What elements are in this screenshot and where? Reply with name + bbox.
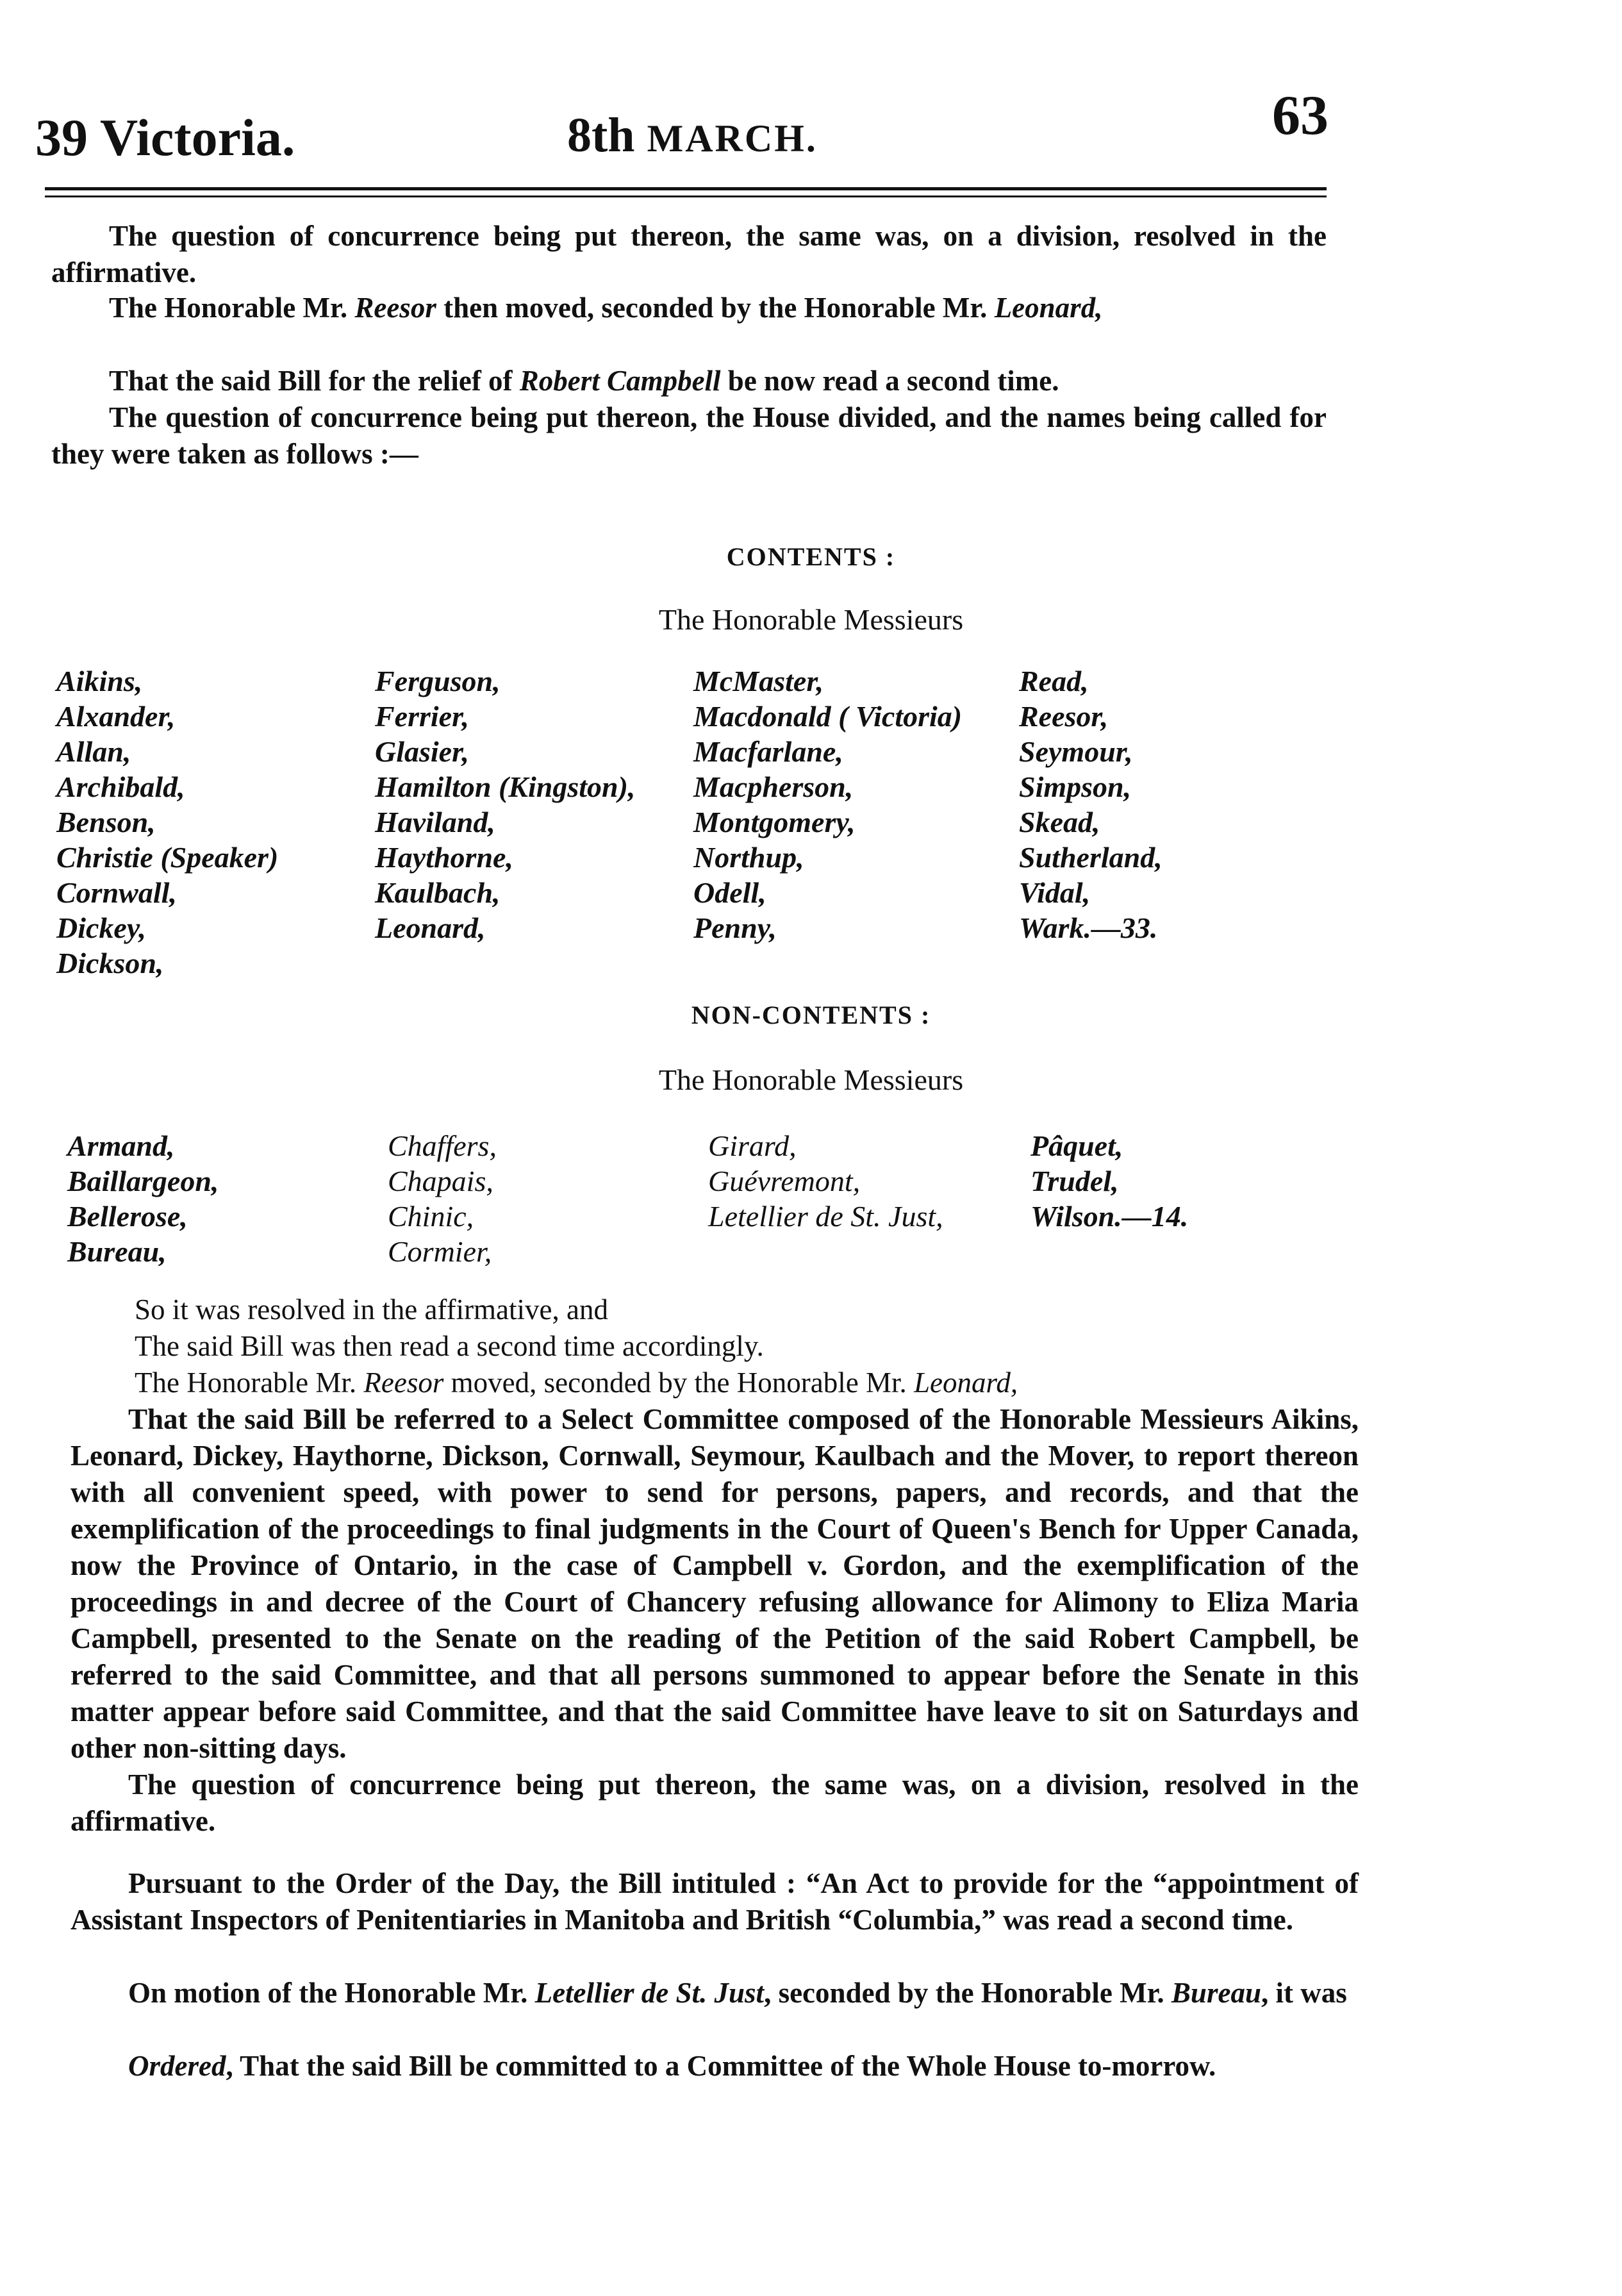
non-contents-column-3 [708,1128,943,1234]
member-name: Trudel, [1030,1165,1119,1197]
member-name: Vidal, [1019,876,1091,909]
paragraph-motion-reesor [51,290,1327,326]
member-name: Leonard, [375,911,486,944]
contents-column-1 [56,663,278,981]
petitioner-name: Robert Campbell [519,365,721,397]
member-name: Skead, [1019,806,1100,838]
ordered-text: , That the said Bill be committed to a Committee of the Whole House to-morrow. [226,2050,1216,2082]
member-name: Allan, [56,735,131,768]
header-date-month: MARCH. [647,117,818,160]
header-date [567,108,818,163]
member-name: Northup, [693,841,804,874]
member-name: Pâquet, [1030,1129,1123,1162]
contents-column-4 [1019,663,1163,945]
member-name: Christie (Speaker) [56,841,279,874]
motion-text-e: The Honorable Mr. [135,1367,364,1399]
motion-text-c: That the said Bill for the relief of [109,365,520,397]
member-name: Dickson, [56,947,164,979]
member-name: Baillargeon, [67,1165,219,1197]
member-name: Cornwall, [56,876,177,909]
non-contents-column-4 [1030,1128,1188,1234]
page-header [35,83,1328,179]
member-name-letellier: Letellier de St. Just [534,1977,765,2009]
member-name-leonard: Leonard, [913,1367,1018,1399]
member-name: McMaster, [693,665,824,697]
member-name: Read, [1019,665,1089,697]
member-name: Chapais, [388,1165,493,1197]
member-name-reesor: Reesor [354,292,436,324]
member-name: Wilson.—14. [1030,1200,1189,1233]
member-name: Alxander, [56,700,176,733]
paragraph-division: The question of concurrence being put thereon, the House divided, and the names being called for they were taken as follows :— [51,401,1327,470]
header-date-day: 8th [567,108,647,162]
motion-text-b: then moved, seconded by the Honorable Mr. [436,292,995,324]
motion-text-d: be now read a second time. [720,365,1059,397]
motion-text-a: The Honorable Mr. [109,292,355,324]
contents-heading: CONTENTS : [726,542,896,571]
member-name: Macpherson, [693,770,854,803]
member-name: Kaulbach, [375,876,501,909]
member-name: Cormier, [388,1235,492,1268]
contents-column-3 [693,663,962,945]
header-rule-thick [45,187,1327,190]
contents-column-2 [375,663,635,945]
member-name: Macdonald ( Victoria) [693,700,963,733]
member-name: Wark.—33. [1019,911,1158,944]
non-contents-subheading: The Honorable Messieurs [658,1063,964,1096]
member-name: Bellerose, [67,1200,188,1233]
member-name: Girard, [708,1129,797,1162]
paragraph-second-reading-motion [51,363,1327,399]
member-name-bureau: Bureau [1171,1977,1261,2009]
member-name-reesor: Reesor [363,1367,444,1399]
member-name: Bureau, [67,1235,167,1268]
member-name: Reesor, [1019,700,1109,733]
member-name: Odell, [693,876,766,909]
header-rule-thin [45,195,1327,197]
motion-text-f: moved, seconded by the Honorable Mr. [443,1367,914,1399]
paragraph-ordered [70,2048,1359,2084]
member-name: Seymour, [1019,735,1133,768]
member-name: Chinic, [388,1200,474,1233]
member-name: Penny, [693,911,777,944]
paragraph-resolved: So it was resolved in the affirmative, and [135,1294,608,1326]
paragraph-motion-select-committee [77,1365,1352,1401]
member-name: Macfarlane, [693,735,843,768]
paragraph-concurrence-1: The question of concurrence being put thereon, the same was, on a division, resolved in the affirmative. [51,220,1327,288]
paragraph-concurrence-2: The question of concurrence being put thereon, the same was, on a division, resolved in the affirmative. [70,1768,1359,1837]
member-name: Chaffers, [388,1129,497,1162]
member-name: Guévremont, [708,1165,861,1197]
member-name: Armand, [67,1129,175,1162]
non-contents-column-1 [67,1128,219,1269]
motion-text-g: On motion of the Honorable Mr. [128,1977,535,2009]
header-session: 39 Victoria. [35,108,295,167]
member-name-leonard: Leonard, [994,292,1103,324]
paragraph-select-committee-referral: That the said Bill be referred to a Select Committee composed of the Honorable Messieurs Aikins, Leonard, Dickey, Haythorne, Dickson, Cornwall, Seymour, Kaulbach and the Mover, to report thereon with all convenient speed, with power to send for persons, papers, and records, and that the exemplification of the proceedings to final judgments in the Court of Queen's Bench for Upper Canada, now the Province of Ontario, in the case of Campbell v. Gordon, and the exemplification of the proceedings in and decree of the Court of Chancery refusing allowance for Alimony to Eliza Maria Campbell, presented to the Senate on the reading of the Petition of the said Robert Campbell, be referred to the said Committee, and that all persons summoned to appear before the Senate in this matter appear before said Committee, and that the said Committee have leave to sit on Saturdays and other non-sitting days. [70,1403,1359,1764]
motion-text-h: , seconded by the Honorable Mr. [764,1977,1171,2009]
non-contents-column-2 [388,1128,497,1269]
member-name: Haythorne, [375,841,513,874]
member-name: Ferrier, [375,700,469,733]
member-name: Ferguson, [375,665,501,697]
member-name: Dickey, [56,911,147,944]
member-name: Letellier de St. Just, [708,1200,943,1233]
member-name: Archibald, [56,770,185,803]
member-name: Aikins, [56,665,143,697]
page-number: 63 [1272,85,1328,147]
non-contents-heading: NON-CONTENTS : [691,1001,931,1029]
member-name: Haviland, [375,806,495,838]
member-name: Glasier, [375,735,469,768]
member-name: Sutherland, [1019,841,1163,874]
member-name: Simpson, [1019,770,1132,803]
paragraph-read-second-time: The said Bill was then read a second time accordingly. [135,1330,764,1362]
contents-subheading: The Honorable Messieurs [658,603,964,636]
member-name: Benson, [56,806,156,838]
paragraph-motion-letellier [70,1975,1359,2011]
member-name: Hamilton (Kingston), [375,770,636,803]
paragraph-order-of-the-day: Pursuant to the Order of the Day, the Bill intituled : “An Act to provide for the “appointment of Assistant Inspectors of Penitentiaries in Manitoba and British “Columbia,” was read a second time. [70,1867,1359,1936]
motion-text-i: , it was [1261,1977,1347,2009]
member-name: Montgomery, [693,806,856,838]
ordered-label: Ordered [128,2050,226,2082]
